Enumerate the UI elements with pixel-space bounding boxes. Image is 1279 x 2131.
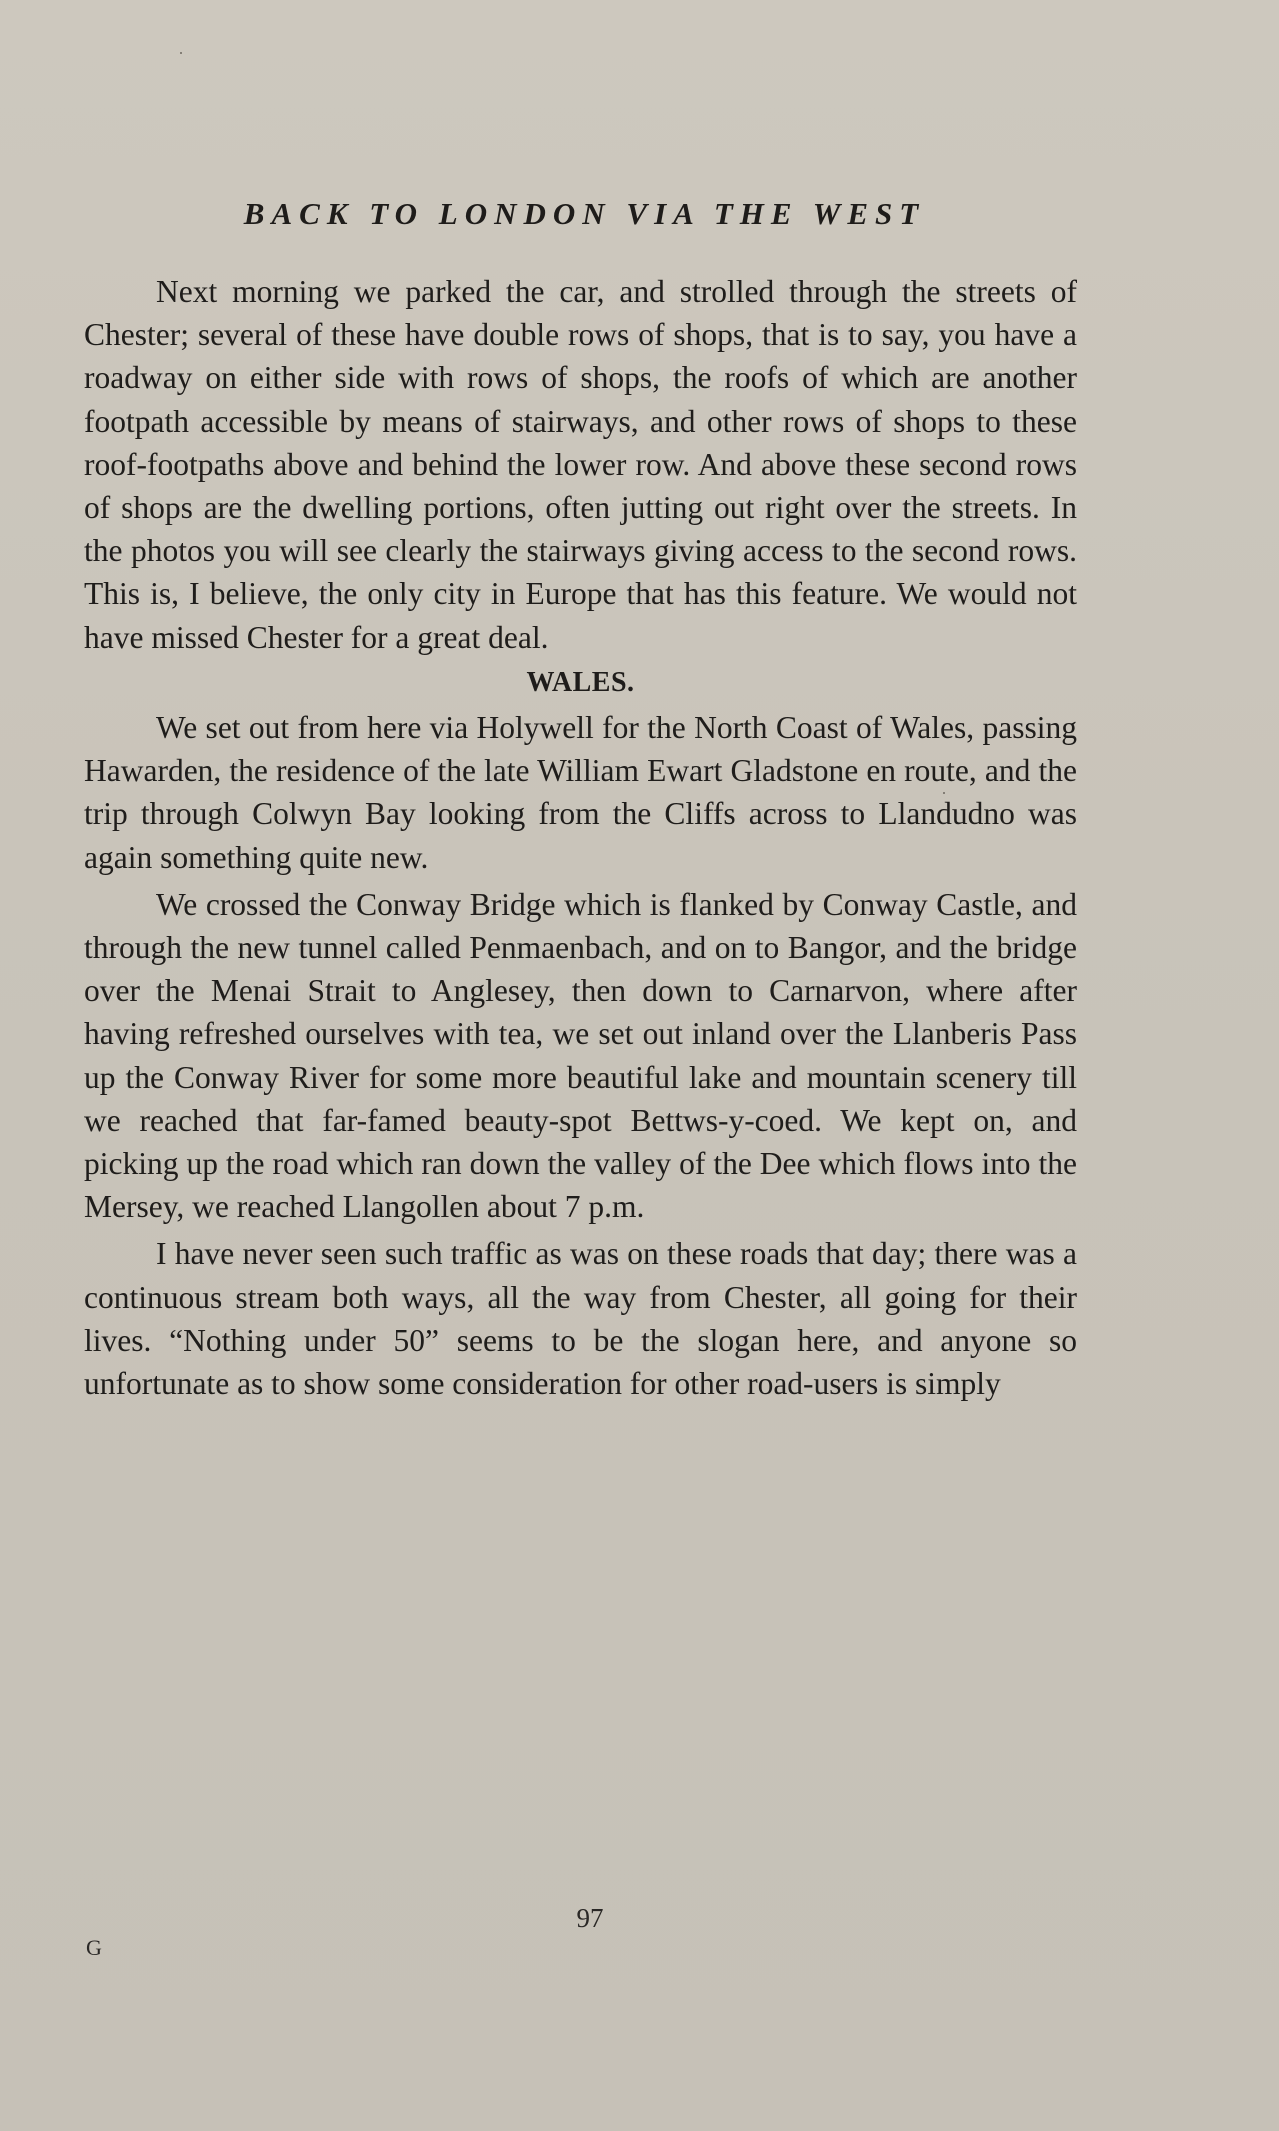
signature-mark: G bbox=[86, 1935, 102, 1960]
body-text bbox=[84, 270, 1077, 1405]
paragraph: We set out from here via Holywell for the North Coast of Wales, passing Hawarden, the residence of the late William Ewart Gladstone en route, and the trip through Colwyn Bay looking from the Cliffs across to Llandudno was again something quite new. bbox=[84, 710, 1077, 875]
running-head: BACK TO LONDON VIA THE WEST bbox=[243, 196, 926, 231]
page-number: 97 bbox=[576, 1903, 604, 1933]
paper-speck bbox=[180, 52, 182, 54]
section-heading: WALES. bbox=[526, 666, 635, 698]
paragraph: Next morning we parked the car, and strolled through the streets of Chester; several of these have double rows of shops, that is to say, you have a roadway on either side with rows of shops, the roofs of which are another footpath accessible by means of stairways, and other rows of shops to these roof-footpaths above and behind the lower row. And above these second rows of shops are the dwelling portions, often jutting out right over the streets. In the photos you will see clearly the stairways giving access to the second rows. This is, I believe, the only city in Europe that has this feature. We would not have missed Chester for a great deal. bbox=[84, 274, 1077, 655]
paragraph: I have never seen such traffic as was on these roads that day; there was a continuous stream both ways, all the way from Chester, all going for their lives. “Nothing under 50” seems to be the slogan here, and anyone so unfortunate as to show some consideration for other road-users is simply bbox=[84, 1236, 1077, 1402]
paragraph: We crossed the Conway Bridge which is flanked by Conway Castle, and through the new tunnel called Penmaenbach, and on to Bangor, and the bridge over the Menai Strait to Anglesey, then down to Carnarvon, where after having refreshed ourselves with tea, we set out inland over the Llanberis Pass up the Conway River for some more beautiful lake and mountain scenery till we reached that far-famed beauty-spot Bettws-y-coed. We kept on, and picking up the road which ran down the valley of the Dee which flows into the Mersey, we reached Llangollen about 7 p.m. bbox=[84, 886, 1077, 1225]
